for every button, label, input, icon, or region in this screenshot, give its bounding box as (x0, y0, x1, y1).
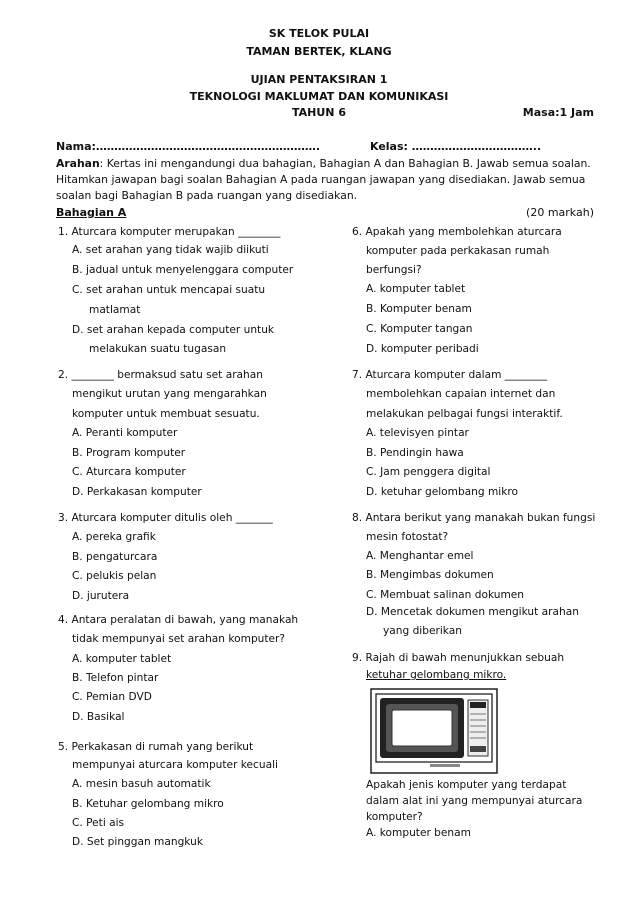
instructions-line-3: soalan bagi Bahagian B pada ruangan yang disediakan. (56, 189, 358, 202)
instructions-label: Arahan (56, 157, 100, 170)
instructions-text: : Kertas ini mengandungi dua bahagian, Bahagian A dan Bahagian B. Jawab semua soalan. (99, 157, 591, 170)
subject-title: TEKNOLOGI MAKLUMAT DAN KOMUNIKASI (189, 90, 449, 103)
question-9-ask-1: Apakah jenis komputer yang terdapat (366, 779, 567, 791)
question-8-option-d-cont: yang diberikan (383, 625, 462, 637)
question-3-option-c: C. pelukis pelan (72, 570, 157, 582)
question-5-option-c: C. Peti ais (72, 817, 125, 829)
question-1-option-d: D. set arahan kepada computer untuk (72, 324, 275, 336)
question-9-stem: 9. Rajah di bawah menunjukkan sebuah (352, 652, 565, 664)
question-1-option-a: A. set arahan yang tidak wajib diikuti (72, 244, 269, 256)
question-7-stem-3: melakukan pelbagai fungsi interaktif. (366, 408, 563, 420)
question-8-option-b: B. Mengimbas dokumen (366, 569, 494, 581)
section-marks: (20 markah) (526, 206, 594, 219)
question-3-option-a: A. pereka grafik (72, 531, 156, 543)
question-8-stem-2: mesin fotostat? (366, 531, 449, 543)
question-5-option-a: A. mesin basuh automatik (72, 778, 211, 790)
question-4-stem: 4. Antara peralatan di bawah, yang manakah (58, 614, 299, 626)
question-4-stem-2: tidak mempunyai set arahan komputer? (72, 633, 286, 645)
question-9-option-a: A. komputer benam (366, 827, 471, 839)
question-6-option-c: C. Komputer tangan (366, 323, 473, 335)
question-7-option-a: A. televisyen pintar (366, 427, 469, 439)
school-address: TAMAN BERTEK, KLANG (246, 45, 392, 58)
question-1-option-c-cont: matlamat (89, 304, 141, 316)
question-2-stem-3: komputer untuk membuat sesuatu. (72, 408, 260, 420)
question-2-option-c: C. Aturcara komputer (72, 466, 186, 478)
instructions-line-2: Hitamkan jawapan bagi soalan Bahagian A pada ruangan jawapan yang disediakan. Jawab semua (56, 173, 586, 186)
section-title: Bahagian A (56, 206, 127, 219)
question-8-option-c: C. Membuat salinan dokumen (366, 589, 525, 601)
school-name: SK TELOK PULAI (268, 27, 370, 40)
question-4-option-a: A. komputer tablet (72, 653, 172, 665)
question-9-ask-2: dalam alat ini yang mempunyai aturcara (366, 795, 583, 807)
question-1-option-b: B. jadual untuk menyelenggara computer (72, 264, 294, 276)
question-9-ask-3: komputer? (366, 811, 423, 823)
question-6-option-b: B. Komputer benam (366, 303, 472, 315)
question-6-option-d: D. komputer peribadi (366, 343, 479, 355)
question-3-stem: 3. Aturcara komputer ditulis oleh _______ (58, 512, 273, 524)
question-5-stem-2: mempunyai aturcara komputer kecuali (72, 759, 278, 771)
question-3-option-d: D. jurutera (72, 590, 130, 602)
question-7-option-c: C. Jam penggera digital (366, 466, 491, 478)
question-5-option-b: B. Ketuhar gelombang mikro (72, 798, 224, 810)
question-1-stem: 1. Aturcara komputer merupakan ________ (58, 226, 281, 238)
question-2-stem-2: mengikut urutan yang mengarahkan (72, 388, 267, 400)
question-7-stem-2: membolehkan capaian internet dan (366, 388, 556, 400)
exam-title: UJIAN PENTAKSIRAN 1 (250, 73, 388, 86)
question-6-option-a: A. komputer tablet (366, 283, 466, 295)
question-8-stem: 8. Antara berikut yang manakah bukan fungsi (352, 512, 596, 524)
question-2-option-b: B. Program komputer (72, 447, 186, 459)
question-6-stem: 6. Apakah yang membolehkan aturcara (352, 226, 562, 238)
question-7-stem: 7. Aturcara komputer dalam ________ (352, 369, 548, 381)
question-8-option-a: A. Menghantar emel (366, 550, 474, 562)
name-field: Nama:……………………………………………………. (56, 140, 321, 153)
question-4-option-c: C. Pemian DVD (72, 691, 152, 703)
question-2-option-d: D. Perkakasan komputer (72, 486, 202, 498)
question-2-stem: 2. ________ bermaksud satu set arahan (58, 369, 263, 381)
question-7-option-d: D. ketuhar gelombang mikro (366, 486, 518, 498)
question-9-stem-2: ketuhar gelombang mikro. (366, 669, 507, 681)
question-6-stem-2: komputer pada perkakasan rumah (366, 245, 550, 257)
question-5-stem: 5. Perkakasan di rumah yang berikut (58, 741, 254, 753)
question-4-option-d: D. Basikal (72, 711, 125, 723)
question-4-option-b: B. Telefon pintar (72, 672, 159, 684)
question-6-stem-3: berfungsi? (366, 264, 422, 276)
time-label: Masa:1 Jam (522, 106, 594, 119)
class-field: Kelas: …………………………….. (370, 140, 542, 153)
instructions-line-1 (56, 157, 591, 170)
question-7-option-b: B. Pendingin hawa (366, 447, 464, 459)
question-8-option-d: D. Mencetak dokumen mengikut arahan (366, 606, 579, 618)
question-3-option-b: B. pengaturcara (72, 551, 158, 563)
question-5-option-d: D. Set pinggan mangkuk (72, 836, 203, 848)
question-1-option-c: C. set arahan untuk mencapai suatu (72, 284, 266, 296)
question-1-option-d-cont: melakukan suatu tugasan (89, 343, 227, 355)
microwave-image (370, 688, 498, 774)
question-2-option-a: A. Peranti komputer (72, 427, 178, 439)
year-label: TAHUN 6 (292, 106, 346, 119)
